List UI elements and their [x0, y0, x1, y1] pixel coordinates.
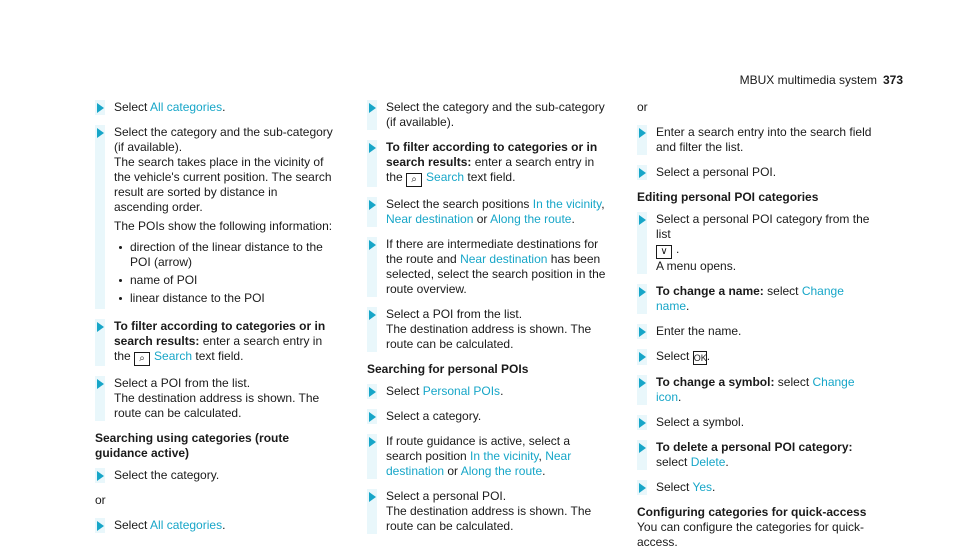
- step: Select a personal POI.: [637, 165, 877, 180]
- page-header: [740, 73, 903, 88]
- step-arrow-icon: [639, 418, 646, 428]
- step-arrow-icon: [369, 103, 376, 113]
- step-arrow-icon: [369, 143, 376, 153]
- step: Select OK.: [637, 349, 877, 365]
- step: Select a personal POI. The destination address is shown. The route can be calculated.: [367, 489, 607, 534]
- step: Select the search positions In the vicinity, Near destination or Along the route.: [367, 197, 607, 227]
- step: To filter according to categories or in search results: enter a search entry in the ⌕ Search text field.: [367, 140, 607, 187]
- section-heading: Configuring categories for quick-access: [637, 505, 867, 519]
- step: Select a POI from the list. The destination address is shown. The route can be calculated.: [95, 376, 335, 421]
- link-personal-pois[interactable]: Personal POIs: [422, 384, 501, 398]
- column-2: [367, 100, 607, 544]
- step-arrow-icon: [639, 128, 646, 138]
- section-heading: Searching using categories (route guidance active): [95, 431, 290, 460]
- step: To filter according to categories or in search results: enter a search entry in the ⌕ Search text field.: [95, 319, 335, 366]
- page-number: 373: [882, 73, 903, 87]
- step: To delete a personal POI category: select Delete.: [637, 440, 877, 470]
- step: Select a personal POI category from the list ∨ . A menu opens.: [637, 212, 877, 274]
- link-in-the-vicinity[interactable]: In the vicinity: [532, 197, 602, 211]
- step-arrow-icon: [639, 327, 646, 337]
- step-arrow-icon: [369, 387, 376, 397]
- link-all-categories[interactable]: All categories: [150, 518, 223, 532]
- link-change-icon[interactable]: Change icon: [656, 375, 855, 404]
- link-near-destination[interactable]: Near destination: [386, 212, 474, 226]
- section-heading: Searching for personal POIs: [367, 362, 529, 376]
- column-1: [95, 100, 335, 543]
- step: To change a symbol: select Change icon.: [637, 375, 877, 405]
- step-arrow-icon: [639, 215, 646, 225]
- list-item: direction of the linear distance to the POI (arrow): [114, 240, 335, 270]
- link-near-destination[interactable]: Near destination: [386, 449, 572, 478]
- ok-icon: OK: [693, 353, 707, 363]
- step-arrow-icon: [639, 483, 646, 493]
- step: Select a symbol.: [637, 415, 877, 430]
- link-change-name[interactable]: Change name: [656, 284, 844, 313]
- step: Select Yes.: [637, 480, 877, 495]
- link-along-the-route[interactable]: Along the route: [490, 212, 572, 226]
- step-arrow-icon: [369, 200, 376, 210]
- link-all-categories[interactable]: All categories: [150, 100, 223, 114]
- search-icon: ⌕: [134, 352, 150, 366]
- list-item: name of POI: [114, 273, 335, 288]
- list-item: linear distance to the POI: [114, 291, 335, 306]
- step-arrow-icon: [639, 287, 646, 297]
- step-arrow-icon: [369, 310, 376, 320]
- link-delete[interactable]: Delete: [690, 455, 726, 469]
- step-arrow-icon: [369, 412, 376, 422]
- search-icon: ⌕: [406, 173, 422, 187]
- step: Select All categories.: [95, 518, 335, 533]
- step-arrow-icon: [639, 352, 646, 362]
- section-heading: Editing personal POI categories: [637, 190, 819, 204]
- link-along-the-route[interactable]: Along the route: [460, 464, 543, 478]
- or-text: or: [95, 493, 106, 507]
- step-arrow-icon: [97, 379, 104, 389]
- step-arrow-icon: [369, 492, 376, 502]
- step: Enter a search entry into the search field and filter the list.: [637, 125, 877, 155]
- step-arrow-icon: [369, 437, 376, 447]
- paragraph: You can configure the categories for quick-access.: [637, 520, 865, 549]
- step-arrow-icon: [639, 168, 646, 178]
- or-text: or: [637, 100, 648, 114]
- step: Select All categories.: [95, 100, 335, 115]
- step-arrow-icon: [369, 240, 376, 250]
- step-arrow-icon: [97, 103, 104, 113]
- step: Select the category and the sub-category (if available).: [367, 100, 607, 130]
- column-3: [637, 100, 877, 550]
- info-list: [114, 240, 335, 306]
- chevron-down-icon: ∨: [656, 245, 672, 259]
- link-search[interactable]: Search: [154, 349, 193, 363]
- step: Select the category and the sub-category (if available). The search takes place in the vicinity of the vehicle's current position. The search result are sorted by distance in ascending order. The POIs show the following information: direction of the linear distance to the POI (arrow) name of POI linear distance to the POI: [95, 125, 335, 309]
- step-arrow-icon: [97, 322, 104, 332]
- step: If route guidance is active, select a search position In the vicinity, Near destination or Along the route.: [367, 434, 607, 479]
- step: Enter the name.: [637, 324, 877, 339]
- step-arrow-icon: [97, 521, 104, 531]
- step: If there are intermediate destinations for the route and Near destination has been selected, select the search position in the route overview.: [367, 237, 607, 297]
- step-arrow-icon: [639, 378, 646, 388]
- step: Select Personal POIs.: [367, 384, 607, 399]
- step-arrow-icon: [639, 443, 646, 453]
- step: To change a name: select Change name.: [637, 284, 877, 314]
- manual-title: MBUX multimedia system: [739, 73, 877, 87]
- step-arrow-icon: [97, 128, 104, 138]
- link-yes[interactable]: Yes: [692, 480, 713, 494]
- step: Select a POI from the list. The destination address is shown. The route can be calculated.: [367, 307, 607, 352]
- step-arrow-icon: [97, 471, 104, 481]
- link-search[interactable]: Search: [426, 170, 465, 184]
- step: Select a category.: [367, 409, 607, 424]
- step: Select the category.: [95, 468, 335, 483]
- link-near-destination[interactable]: Near destination: [460, 252, 548, 266]
- link-in-the-vicinity[interactable]: In the vicinity: [470, 449, 539, 463]
